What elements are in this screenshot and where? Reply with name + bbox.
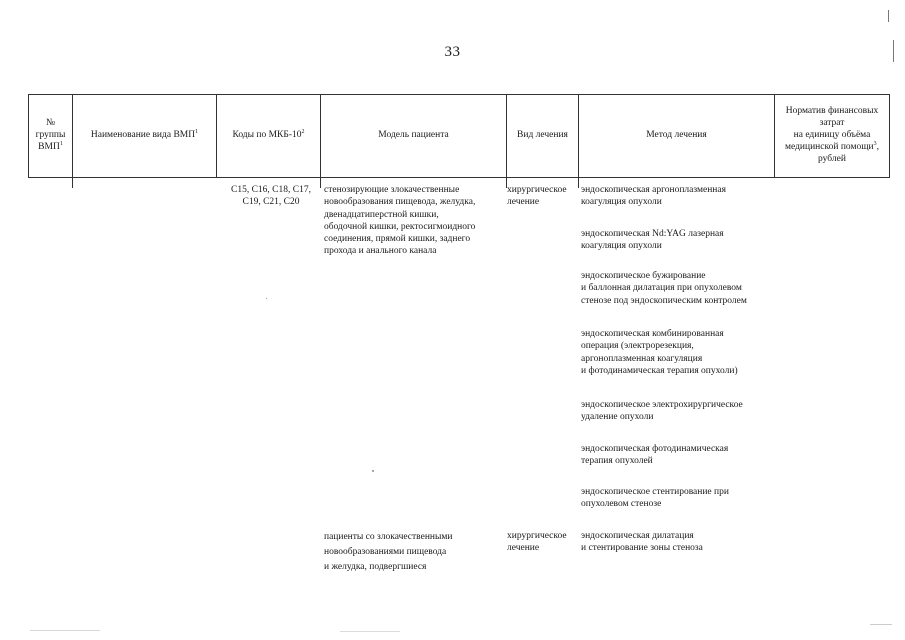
scan-mark bbox=[893, 40, 894, 62]
header-cost-line2: затрат bbox=[819, 118, 845, 129]
header-vmp-type-label: Наименование вида ВМП bbox=[90, 130, 196, 141]
scan-mark bbox=[30, 630, 100, 631]
icd-codes-line: C19, C21, C20 bbox=[242, 197, 300, 208]
patient-model-line: стенозирующие злокачественные bbox=[324, 185, 460, 195]
method-item bbox=[581, 184, 726, 209]
footnote-ref: 2 bbox=[301, 128, 305, 135]
patient-model-line: новообразования пищевода, желудка, bbox=[324, 197, 476, 208]
patient-model-line: и желудка, подвергшиеся bbox=[324, 562, 427, 572]
column-rule bbox=[320, 178, 321, 188]
scan-speck bbox=[266, 298, 267, 299]
patient-model-line: соединения, прямой кишки, заднего bbox=[324, 234, 471, 245]
method-line: эндоскопическое бужирование bbox=[581, 271, 706, 281]
treatment-type-cell bbox=[507, 530, 567, 555]
method-line: аргоноплазменная коагуляция bbox=[581, 353, 703, 364]
method-line: операция (электрорезекция, bbox=[581, 341, 694, 352]
header-cost-line4: медицинской помощи bbox=[784, 141, 874, 152]
treatment-type-line: лечение bbox=[507, 543, 540, 554]
icd-codes-cell bbox=[224, 184, 318, 209]
scan-speck bbox=[372, 470, 374, 472]
header-cost-line5: рублей bbox=[818, 153, 846, 164]
scan-mark bbox=[870, 624, 892, 625]
method-line: и баллонная дилатация при опухолевом bbox=[581, 283, 742, 294]
treatment-type-line: хирургическое bbox=[507, 185, 567, 195]
header-vmp-type bbox=[73, 95, 217, 178]
treatment-type-line: лечение bbox=[507, 197, 540, 208]
method-item bbox=[581, 228, 724, 253]
method-item bbox=[581, 443, 728, 468]
header-patient-model: Модель пациента bbox=[321, 95, 507, 178]
patient-model-cell bbox=[324, 184, 475, 258]
method-item bbox=[581, 486, 729, 511]
column-rule bbox=[578, 178, 579, 188]
method-item bbox=[581, 328, 738, 377]
header-icd-codes-label: Коды по МКБ-10 bbox=[232, 130, 302, 141]
method-line: терапия опухолей bbox=[581, 456, 653, 467]
method-line: коагуляция опухоли bbox=[581, 241, 662, 252]
column-rule bbox=[72, 178, 73, 188]
header-group-number-line3: ВМП bbox=[38, 141, 60, 152]
method-line: коагуляция опухоли bbox=[581, 197, 662, 208]
method-line: и фотодинамическая терапия опухоли) bbox=[581, 365, 738, 376]
method-line: эндоскопическая фотодинамическая bbox=[581, 444, 729, 454]
patient-model-line: новообразованиями пищевода bbox=[324, 547, 447, 557]
patient-model-cell bbox=[324, 530, 452, 575]
header-group-number bbox=[29, 95, 73, 178]
footnote-ref: 1 bbox=[59, 140, 63, 147]
header-treatment-method: Метод лечения bbox=[579, 95, 775, 178]
method-line: эндоскопическая Nd:YAG лазерная bbox=[581, 229, 724, 239]
treatment-type-cell bbox=[507, 184, 567, 209]
icd-codes-line: C15, C16, C18, C17, bbox=[231, 185, 311, 195]
patient-model-line: ободочной кишки, ректосигмоидного bbox=[324, 221, 476, 232]
footnote-ref: 1 bbox=[195, 128, 199, 135]
patient-model-line: прохода и анального канала bbox=[324, 246, 437, 257]
method-line: опухолевом стенозе bbox=[581, 499, 662, 510]
method-item bbox=[581, 399, 743, 424]
patient-model-line: двенадцатиперстной кишки, bbox=[324, 209, 439, 220]
method-line: эндоскопическое стентирование при bbox=[581, 487, 729, 497]
footnote-ref: 3 bbox=[873, 140, 877, 147]
table-header bbox=[28, 94, 890, 178]
method-line: эндоскопическая дилатация bbox=[581, 531, 694, 541]
header-treatment-type: Вид лечения bbox=[507, 95, 579, 178]
header-icd-codes bbox=[217, 95, 321, 178]
header-group-number-line1: № bbox=[45, 118, 56, 129]
method-line: стенозе под эндоскопическим контролем bbox=[581, 295, 747, 306]
method-line: удаление опухоли bbox=[581, 412, 654, 423]
method-line: эндоскопическое электрохирургическое bbox=[581, 400, 743, 410]
scan-mark bbox=[340, 631, 400, 632]
treatment-type-line: хирургическое bbox=[507, 531, 567, 541]
method-item bbox=[581, 530, 703, 555]
header-cost-line1: Норматив финансовых bbox=[785, 106, 879, 117]
method-item bbox=[581, 270, 747, 307]
method-line: и стентирование зоны стеноза bbox=[581, 543, 703, 554]
header-group-number-line2: группы bbox=[35, 130, 66, 141]
header-cost-line3: на единицу объёма bbox=[793, 130, 871, 141]
header-cost-line4-end: , bbox=[876, 141, 880, 152]
patient-model-line: пациенты со злокачественными bbox=[324, 532, 453, 542]
method-line: эндоскопическая комбинированная bbox=[581, 329, 724, 339]
page-number: 33 bbox=[444, 44, 461, 60]
scan-mark bbox=[888, 10, 889, 22]
method-line: эндоскопическая аргоноплазменная bbox=[581, 185, 726, 195]
header-cost-standard bbox=[775, 95, 890, 178]
